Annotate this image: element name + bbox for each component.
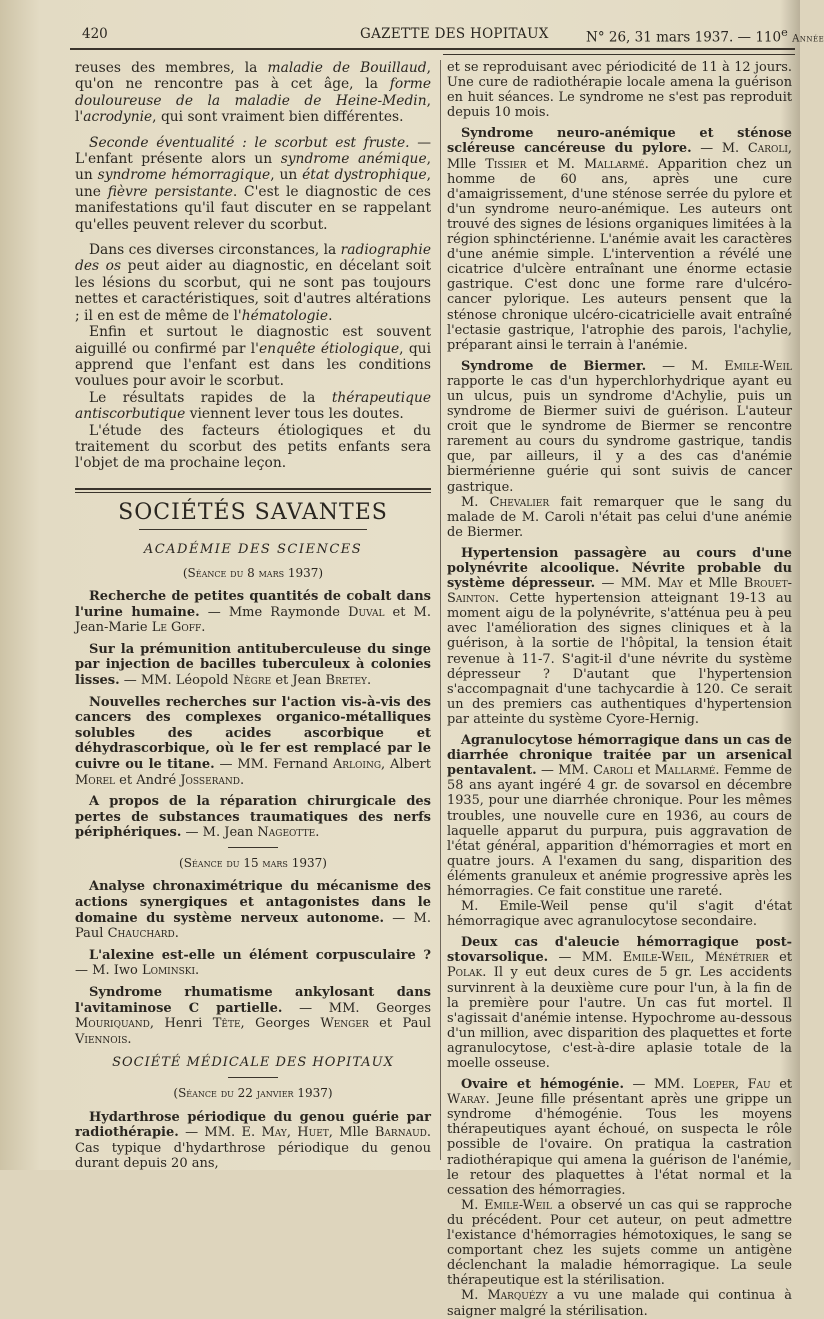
text-run: (	[182, 565, 188, 580]
society-heading: SOCIÉTÉ MÉDICALE DES HOPITAUX	[112, 1055, 394, 1071]
text-run: viennent lever tous les doutes.	[185, 406, 404, 423]
header-rule	[70, 48, 795, 50]
issue-year-label: Année	[792, 33, 824, 45]
paragraph	[75, 324, 431, 390]
text-run: reuses des membres, la	[75, 60, 268, 76]
text-run: et Mlle	[682, 576, 744, 592]
text-run: Seconde éventualité : le scorbut est fruste.	[89, 134, 410, 151]
text-run: a observé un cas qui se rapproche du précédent. Pour cet auteur, on peut admettre l'existance d'hémorragies hémotoxiques, le sang se comportant chez les sujets comme un antigène déclenchant la maladie hémorragique. La seule thérapeutique est la stérilisation.	[447, 1197, 792, 1289]
text-run: acrodynie	[83, 109, 153, 126]
text-run: .	[366, 672, 372, 688]
text-run: M.	[461, 494, 490, 510]
text-run: Barnaud	[374, 1125, 427, 1141]
text-run: Fau	[747, 1077, 771, 1093]
text-run: A propos de la réparation chirurgicale des pertes de substances traumatiques des nerfs périphériques.	[75, 794, 431, 841]
paragraph	[447, 495, 792, 540]
text-run: Hypertension passagère au cours d'une polynévrite alcoolique. Névrite probable du système dépresseur.	[447, 545, 792, 592]
text-run: Nageotte	[257, 825, 316, 841]
entry	[75, 695, 431, 789]
text-run: M.	[461, 1288, 488, 1304]
text-run: Deux cas d'aleucie hémorragique post-stovarsolique.	[447, 935, 792, 966]
text-run: mars	[262, 855, 288, 870]
text-run: — M. Paul	[75, 910, 431, 942]
text-run: Viennois	[75, 1031, 128, 1047]
text-run: fièvre persistante	[107, 183, 233, 200]
text-run: , Mlle	[328, 1125, 375, 1141]
text-run: syndrome anémique	[280, 151, 427, 168]
text-run: , Albert	[381, 756, 431, 772]
text-run: , Mlle	[447, 141, 792, 172]
text-run: Recherche de petites quantités de cobalt dans l'urine humaine.	[75, 588, 431, 620]
text-run: Morel	[75, 772, 116, 788]
text-run: Séance du	[187, 565, 244, 580]
text-run: Polak	[447, 965, 483, 981]
text-run: 1937)	[284, 565, 324, 580]
text-run: . Cas typique d'hydarthrose périodique du genou durant depuis 20 ans,	[75, 1125, 432, 1172]
header-rule-thin	[443, 54, 795, 55]
text-run: . Femme de 58 ans ayant ingéré 4 gr. de sovarsol en décembre 1935, pour une diarrhée chronique. Pour les mêmes troubles, une nouvelle cure en 1936, au cours de laquelle apparut du purpura, puis aggravation de l'état général, apparition d'hémorragies et mort en quatre jours. A l'examen du sang, disparition des éléments granuleux et anémie progressive après les hémorragies. Ce fait constitue une rareté.	[447, 763, 792, 899]
text-run: Dans ces diverses circonstances, la	[89, 242, 341, 259]
text-run: Arloing	[332, 756, 382, 772]
text-run: Duval	[348, 604, 385, 620]
text-run: Lominski	[141, 963, 196, 979]
text-run: (	[179, 855, 184, 870]
entry	[75, 589, 431, 636]
text-run: May	[657, 576, 683, 592]
left-column	[75, 60, 431, 1172]
page-header	[70, 26, 824, 46]
text-run: .	[195, 963, 200, 979]
issue-date-text: N° 26, 31 mars 1937. — 110	[586, 29, 782, 46]
text-run: Mouriquand	[75, 1016, 150, 1032]
text-run: — MM.	[595, 576, 658, 592]
section-rule-thin	[75, 492, 431, 493]
text-run: , qui sont vraiment bien différentes.	[152, 109, 404, 126]
column-divider	[440, 60, 441, 1160]
separator-rule	[228, 1077, 278, 1078]
text-run: Chauchard	[107, 926, 175, 942]
text-run: peut aider au diagnostic, en décelant soit les lésions du scorbut, qui ne sont pas toujours nettes et caractéristiques, soit d'autres altérations ; il en est de même de l'	[75, 258, 431, 324]
text-run: , un	[75, 151, 431, 184]
text-run: — MM.	[548, 950, 623, 966]
issue-date-suffix: e	[781, 26, 788, 39]
text-run: Analyse chronaximétrique du mécanisme des actions synergiques et antagonistes dans le domaine du système nerveux autonome.	[75, 879, 431, 926]
text-run: Séance du	[178, 1086, 234, 1100]
text-run: et Paul	[368, 1016, 431, 1032]
text-run: Huet	[297, 1125, 329, 1141]
academy-heading: ACADÉMIE DES SCIENCES	[143, 542, 363, 558]
text-run: — L'enfant présente alors un	[75, 134, 432, 168]
text-run: Syndrome neuro-anémique et sténose scléreuse cancéreuse du pylore.	[447, 126, 792, 157]
text-run: — M.	[646, 358, 725, 374]
text-run: , l'	[75, 92, 431, 126]
text-run: Tête	[212, 1016, 241, 1032]
text-run: hématologie	[241, 307, 329, 324]
entry	[75, 794, 431, 841]
paragraph	[75, 135, 431, 233]
text-run: ,	[286, 1125, 298, 1141]
text-run: enquête étiologique	[258, 340, 400, 357]
entry	[447, 359, 792, 495]
text-run: Ménétrier	[704, 950, 769, 966]
section-title: SOCIÉTÉS SAVANTES	[118, 499, 388, 525]
text-run: May	[261, 1125, 287, 1141]
entry	[75, 948, 431, 979]
text-run: 22	[233, 1086, 257, 1100]
paragraph: M. Emile-Weil pense qu'il s'agit d'état hémorragique avec agranulocytose secondaire.	[447, 899, 792, 930]
text-run: radiographie des os	[75, 242, 431, 275]
text-run: Le Goff	[151, 620, 202, 636]
text-run: thérapeutique antiscorbutique	[75, 389, 431, 423]
text-run: Emile-Weil	[622, 950, 691, 966]
text-run: .	[328, 307, 333, 324]
separator-rule	[228, 847, 278, 848]
section-subrule	[139, 529, 367, 530]
text-run: Ovaire et hémogénie.	[461, 1077, 624, 1093]
paragraph	[75, 242, 431, 324]
text-run: — MM. Fernand	[214, 756, 333, 772]
text-run: et Jean	[271, 672, 326, 688]
text-run: forme douloureuse de la maladie de Heine-Medin	[75, 76, 431, 109]
entry	[447, 126, 792, 352]
text-run: syndrome hémorragique	[97, 167, 271, 184]
paragraph: et se reproduisant avec périodicité de 11 à 12 jours. Une cure de radiothérapie locale amena la guérison en huit séances. Le syndrome ne s'est pas reproduit depuis 10 mois.	[447, 60, 792, 121]
text-run: Le résultats rapides de la	[89, 389, 332, 406]
text-run: — M. Jean	[181, 825, 258, 841]
text-run: Emile-Weil	[484, 1197, 552, 1213]
text-run: , qui apprend que l'enfant est dans les conditions voulues pour avoir le scorbut.	[75, 340, 431, 390]
text-run: . Cette hypertension atteignant 19-13 au moment aigu de la polynévrite, s'atténua peu à peu avec l'amélioration des signes cliniques et à la guérison, à la sortie de l'hôpital, la tension était revenue à 11-7. S'agit-il d'une névrite du système dépresseur ? D'autant que l'hypertension s'accompagnait d'une tachycardie à 120. Ce serait un des premiers cas authentiques d'hypertension par atteinte du système Cyore-Hernig.	[447, 591, 792, 727]
text-run: M.	[461, 1197, 485, 1213]
text-run: . Apparition chez un homme de 60 ans, après une cure d'amaigrissement, d'une sténose serrée du pylore et d'un syndrome neuro-anémique. Les auteurs ont trouvé des signes de lésions organiques limitées à la région sphinctérienne. L'anémie avait les caractères d'une anémie simple. L'intervention a révélé une cicatrice d'ulcère entraînant une énorme ectasie gastrique. C'est donc une forme rare d'ulcéro-cancer pylorique. Les auteurs pensent que la sténose chronique ulcéro-cicatricielle avait entraîné l'ectasie gastrique, l'atrophie des parois, l'achylie, préparant ainsi le terrain à l'anémie.	[447, 156, 792, 353]
text-run: — MM. E.	[178, 1125, 262, 1141]
section-rule	[75, 488, 431, 490]
text-run: . Jeune fille présentant après une grippe un syndrome d'hémogénie. Tous les moyens thérapeutiques ayant échoué, on suspecta le rôle possible de l'ovaire. On pratiqua la castration radiothérapique qui amena la guérison de l'anémie, le retour des plaquettes à l'état normal et la cessation des hémorragies.	[447, 1092, 792, 1198]
text-run: — MM.	[623, 1077, 694, 1093]
text-run: — MM. Georges	[282, 1000, 431, 1016]
text-run: janvier	[256, 1086, 294, 1100]
entry	[447, 935, 792, 1071]
text-run: Sur la prémunition antituberculeuse du singe par injection de bacilles tuberculeux à colonies lisses.	[75, 641, 431, 688]
entry	[75, 642, 431, 689]
text-run: .	[127, 1031, 132, 1047]
text-run: Mallarmé	[654, 763, 716, 779]
entry	[75, 985, 431, 1047]
text-run: Nouvelles recherches sur l'action vis-à-vis des cancers des complexes organico-métalliques solubles des acides ascorbique et déhydrascorbique, où le fer est remplacé par le cuivre ou le titane.	[75, 694, 431, 772]
text-run: 1937)	[287, 855, 327, 870]
text-run: a vu une malade qui continua à saigner malgré la stérilisation.	[447, 1288, 792, 1319]
paragraph	[75, 390, 431, 423]
text-run: fait remarquer que le sang du malade de M. Caroli n'était pas celui d'une anémie de Biermer.	[447, 494, 792, 540]
text-run: Brouet-Sainton	[447, 576, 792, 607]
right-column	[447, 60, 792, 1319]
text-run: Chevalier	[489, 494, 550, 510]
paragraph	[447, 1198, 792, 1289]
entry	[75, 879, 431, 941]
text-run: Caroli	[747, 141, 788, 157]
text-run: . Il y eut deux cures de 5 gr. Les accidents survinrent à la deuxième cure pour l'un, à la fin de la première pour l'autre. Un cas fut mortel. Il s'agissait d'anémie intense. Hypochrome au-dessous d'un million, avec disparition des plaquettes et forte agranulocytose, c'est-à-dire aplasie totale de la moelle osseuse.	[447, 965, 792, 1071]
text-run: Josserand	[180, 772, 241, 788]
text-run: et André	[115, 772, 181, 788]
text-run: . C'est le diagnostic de ces manifestations qu'il faut discuter en se rappelant qu'elles peuvent relever du scorbut.	[75, 183, 432, 233]
paragraph	[75, 60, 431, 126]
text-run: ,	[734, 1077, 748, 1093]
text-run: Séance du	[183, 855, 240, 870]
paragraph: L'étude des facteurs étiologiques et du traitement du scorbut des petits enfants sera l'objet de ma prochaine leçon.	[75, 422, 431, 472]
entry	[447, 1077, 792, 1198]
text-run: — M. Iwo	[75, 963, 142, 979]
text-run: — MM. Léopold	[119, 672, 233, 688]
text-run: et	[633, 763, 655, 779]
text-run: et M.	[526, 156, 585, 172]
text-run: , une	[75, 167, 431, 200]
text-run: ,	[690, 950, 705, 966]
seance-date	[75, 565, 431, 581]
text-run: Emile-Weil	[724, 358, 792, 374]
text-run: , Henri	[149, 1016, 213, 1032]
text-run: .	[240, 772, 245, 788]
seance-date	[75, 1086, 431, 1102]
text-run: 8	[243, 565, 259, 580]
journal-title: GAZETTE DES HOPITAUX	[360, 26, 549, 42]
entry	[75, 1110, 431, 1172]
text-run: 1937)	[293, 1086, 333, 1100]
text-run: Loeper	[693, 1077, 735, 1093]
text-run: — MM.	[536, 763, 594, 779]
text-run: Caroli	[593, 763, 634, 779]
text-run: Agranulocytose hémorragique dans un cas de diarrhée chronique traitée par un arsenical pentavalent.	[447, 733, 792, 779]
text-run: Bretey	[325, 672, 367, 688]
text-run: Hydarthrose périodique du genou guérie par radiothérapie.	[75, 1109, 431, 1141]
text-run: , qu'on ne rencontre pas à cet âge, la	[75, 60, 431, 93]
text-run: état dystrophique	[302, 167, 427, 184]
entry	[447, 733, 792, 899]
issue-date	[586, 26, 824, 46]
text-run: L'alexine est-elle un élément corpusculaire ?	[89, 947, 431, 963]
text-run: — M.	[691, 141, 748, 157]
text-run: Waray	[447, 1092, 486, 1108]
text-run: Nègre	[232, 672, 272, 688]
text-run: , Georges	[240, 1016, 321, 1032]
paragraph	[447, 1288, 792, 1318]
text-run: — Mme Raymonde	[199, 604, 349, 620]
text-run: et M. Jean-Marie	[75, 604, 431, 636]
text-run: , un	[270, 167, 303, 184]
text-run: Marquézy	[487, 1288, 548, 1304]
text-run: Wenger	[320, 1016, 369, 1032]
text-run: (	[173, 1086, 179, 1100]
text-run: Syndrome rhumatisme ankylosant dans l'avitaminose C partielle.	[75, 985, 431, 1016]
text-run: mars	[258, 565, 285, 580]
text-run: .	[201, 620, 206, 636]
seance-date	[75, 856, 431, 872]
text-run: .	[315, 825, 320, 841]
text-run: Enfin et surtout le diagnostic est souvent aiguillé ou confirmé par l'	[75, 324, 431, 357]
text-run: .	[174, 926, 179, 942]
entry	[447, 546, 792, 727]
text-run: Syndrome de Biermer.	[461, 358, 647, 374]
text-run: maladie de Bouillaud	[267, 60, 427, 76]
text-run: 15	[239, 855, 263, 870]
page-number: 420	[82, 26, 108, 42]
text-run: et	[768, 950, 792, 966]
text-run: rapporte le cas d'un hyperchlorhydrique ayant eu un ulcus, puis un syndrome d'Achylie, puis un syndrome de Biermer suivi de guérison. L'auteur croit que le syndrome de Biermer se rencontre rarement au cours du syndrome gastrique, tandis que, par ailleurs, il y a des cas d'anémie biermérienne guérie qui sont suivis de cancer gastrique.	[447, 373, 792, 495]
text-run: Tissier	[485, 156, 527, 172]
text-run: Mallarmé	[584, 156, 645, 172]
text-run: et	[770, 1077, 792, 1093]
